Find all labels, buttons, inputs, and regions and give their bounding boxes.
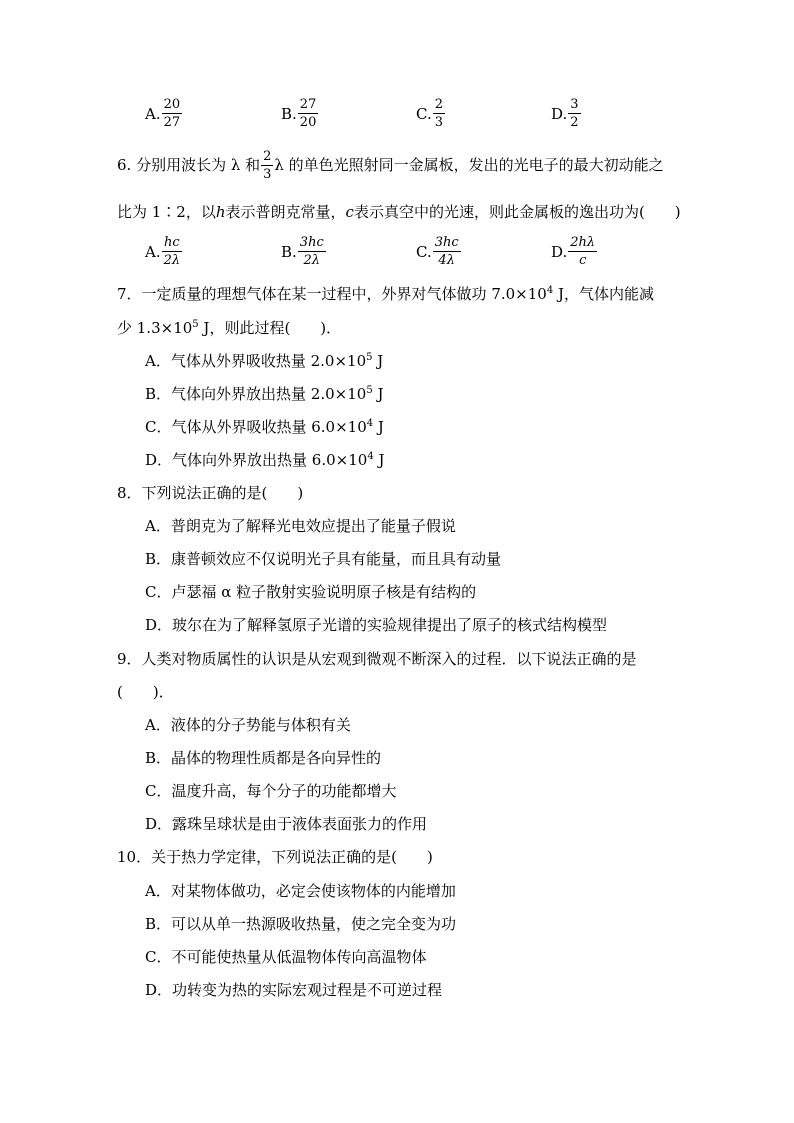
q10-option-b: B．可以从单一热源吸收热量，使之完全变为功 xyxy=(145,915,457,933)
fraction: $\frac{20}{27}$ xyxy=(163,97,181,130)
q6-option-a xyxy=(145,235,183,268)
q7-text: J，气体内能减 xyxy=(553,285,654,303)
q9-stem-line-2: ( )． xyxy=(117,683,174,701)
option-label: A. xyxy=(145,104,161,123)
q7-text: J，则此过程( )． xyxy=(198,319,342,337)
q7-option-a xyxy=(145,351,383,371)
option-label: D. xyxy=(551,242,568,261)
exponent: 5 xyxy=(366,385,373,396)
q7-option-d xyxy=(145,450,384,470)
q6-text: 表示普朗克常量， xyxy=(225,203,346,221)
fraction: $\frac{2}{3}$ xyxy=(434,97,443,130)
q6-option-b xyxy=(281,235,327,268)
q7-text: 7．一定质量的理想气体在某一过程中，外界对气体做功 7.0×10 xyxy=(117,285,547,303)
q5-option-a xyxy=(145,97,183,130)
unit: J xyxy=(372,352,384,370)
q8-stem: 8．下列说法正确的是( ) xyxy=(117,484,304,502)
q5-option-c xyxy=(416,97,446,130)
fraction: $\frac{hc}{2\lambda}$ xyxy=(163,235,181,268)
q10-option-a: A．对某物体做功，必定会使该物体的内能增加 xyxy=(145,882,456,900)
option-label: B. xyxy=(281,104,297,123)
q9-stem-line-1: 9．人类对物质属性的认识是从宏观到微观不断深入的过程．以下说法正确的是 xyxy=(117,650,637,668)
fraction: $\frac{27}{20}$ xyxy=(299,97,317,130)
q10-stem: 10．关于热力学定律，下列说法正确的是( ) xyxy=(117,848,433,866)
q5-option-d xyxy=(551,97,582,130)
q6-symbol-h: h xyxy=(215,203,226,221)
q7-stem-line-2 xyxy=(117,318,341,338)
exponent: 4 xyxy=(546,285,554,296)
unit: J xyxy=(373,451,385,469)
q7-option-b xyxy=(145,384,383,404)
q6-option-d xyxy=(551,235,598,268)
q6-text: λ 的单色光照射同一金属板，发出的光电子的最大初动能之 xyxy=(274,156,664,174)
q6-text: 比为 1∶2，以 xyxy=(117,203,216,221)
q7-option-c xyxy=(145,417,384,437)
q10-option-d: D．功转变为热的实际宏观过程是不可逆过程 xyxy=(145,981,443,999)
q7-text: 少 1.3×10 xyxy=(117,319,193,337)
q9-option-c: C．温度升高，每个分子的功能都增大 xyxy=(145,782,397,800)
q6-symbol-c: c xyxy=(345,203,354,221)
q8-option-b: B．康普顿效应不仅说明光子具有能量，而且具有动量 xyxy=(145,550,502,568)
exponent: 5 xyxy=(192,319,199,330)
fraction: $\frac{3hc}{4\lambda}$ xyxy=(434,235,459,268)
option-label: D. xyxy=(551,104,568,123)
exponent: 4 xyxy=(367,451,374,462)
fraction: $\frac{3}{2}$ xyxy=(570,97,579,130)
q9-option-d: D．露珠呈球状是由于液体表面张力的作用 xyxy=(145,815,428,833)
option-text: B．气体向外界放出热量 2.0×10 xyxy=(145,385,367,403)
option-text: C．气体从外界吸收热量 6.0×10 xyxy=(145,418,367,436)
q6-stem-line-1 xyxy=(117,147,664,183)
fraction: $\frac{2h\lambda}{c}$ xyxy=(570,235,596,268)
q6-text: 6. 分别用波长为 λ 和 xyxy=(117,156,261,174)
fraction: $\frac{2}{3}$ xyxy=(263,148,272,182)
q9-option-b: B．晶体的物理性质都是各向异性的 xyxy=(145,749,382,767)
unit: J xyxy=(373,418,384,436)
q10-option-c: C．不可能使热量从低温物体传向高温物体 xyxy=(145,948,427,966)
exponent: 4 xyxy=(366,418,374,429)
fraction: $\frac{3hc}{2\lambda}$ xyxy=(299,235,324,268)
q6-option-c xyxy=(416,235,462,268)
option-label: B. xyxy=(281,242,297,261)
option-label: C. xyxy=(416,104,432,123)
q7-stem-line-1 xyxy=(117,284,654,304)
option-label: A. xyxy=(145,242,161,261)
q8-option-a: A．普朗克为了解释光电效应提出了能量子假说 xyxy=(145,517,456,535)
q6-text: 表示真空中的光速，则此金属板的逸出功为( ) xyxy=(353,203,681,221)
q8-option-d: D．玻尔在为了解释氢原子光谱的实验规律提出了原子的核式结构模型 xyxy=(145,616,608,634)
exponent: 5 xyxy=(366,352,373,363)
unit: J xyxy=(372,385,384,403)
q5-option-b xyxy=(281,97,319,130)
option-text: D．气体向外界放出热量 6.0×10 xyxy=(145,451,368,469)
q8-option-c: C．卢瑟福 α 粒子散射实验说明原子核是有结构的 xyxy=(145,583,477,601)
option-text: A．气体从外界吸收热量 2.0×10 xyxy=(145,352,367,370)
q6-stem-line-2 xyxy=(117,202,681,222)
option-label: C. xyxy=(416,242,432,261)
q9-option-a: A．液体的分子势能与体积有关 xyxy=(145,716,351,734)
